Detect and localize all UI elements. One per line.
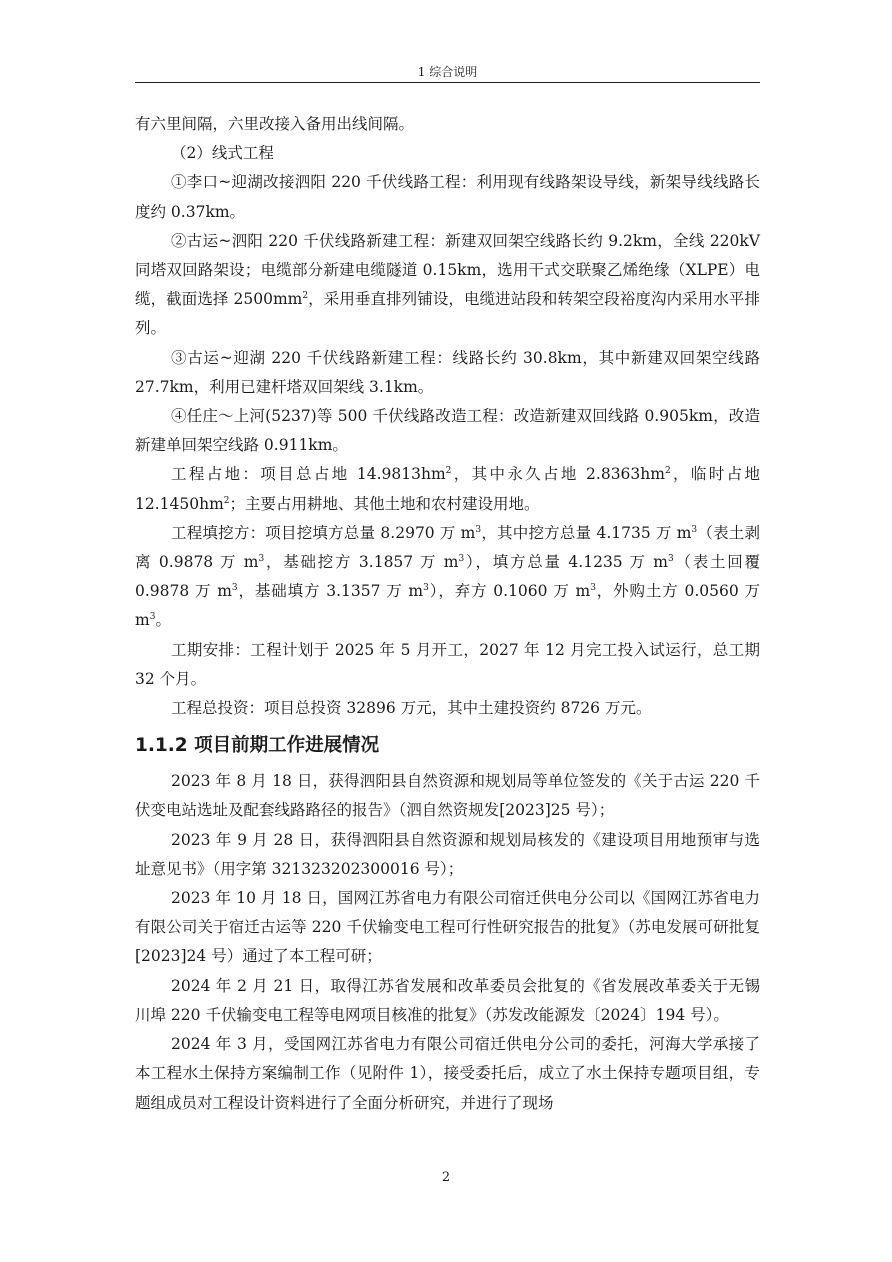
text-run: 有六里间隔，六里改接入备用出线间隔。 — [135, 115, 415, 133]
body-paragraph — [135, 227, 760, 344]
superscript: 3 — [423, 583, 429, 594]
body-paragraph — [135, 694, 760, 723]
text-run: 2023 年 8 月 18 日，获得泗阳县自然资源和规划局等单位签发的《关于古运 220 千伏变电站选址及配套线路路径的报告》（泗自然资规发[2023]25 号）； — [135, 772, 760, 820]
text-run: ，临时占地 12.1450hm — [135, 465, 760, 513]
text-run: ，采用垂直排列铺设，电缆进站段和转架空段裕度沟内采用水平排列。 — [135, 290, 760, 338]
body-paragraph — [135, 884, 760, 972]
body-paragraph — [135, 139, 760, 168]
text-run: （表土回覆 0.9878 万 m — [135, 553, 760, 601]
superscript: 3 — [667, 554, 674, 565]
text-run: 工期安排：工程计划于 2025 年 5 月开工，2027 年 12 月完工投入试运行，总工期 32 个月。 — [135, 640, 760, 688]
superscript: 3 — [231, 583, 238, 594]
page-number: 2 — [441, 1170, 451, 1185]
body-paragraph — [135, 168, 760, 226]
text-run: 工程填挖方：项目挖填方总量 8.2970 万 m — [171, 523, 476, 542]
superscript: 3 — [258, 554, 265, 565]
body-paragraph — [135, 110, 760, 139]
text-run: 2024 年 3 月，受国网江苏省电力有限公司宿迁供电分公司的委托，河海大学承接了本工程水土保持方案编制工作（见附件 1），接受委托后，成立了水土保持专题项目组，专题组成员对工程设计资料进行了全面分析研究，并进行了现场 — [135, 1035, 760, 1112]
text-run: ；主要占用耕地、其他土地和农村建设用地。 — [229, 494, 540, 513]
text-run: ④任庄～上河(5237)等 500 千伏线路改造工程：改造新建双回线路 0.905km，改造新建单回架空线路 0.911km。 — [135, 407, 760, 455]
body-paragraph — [135, 972, 760, 1030]
page-header: 1 综合说明 — [417, 65, 478, 79]
text-run: ），弃方 0.1060 万 m — [428, 582, 591, 601]
text-run: 2023 年 10 月 18 日，国网江苏省电力有限公司宿迁供电分公司以《国网江苏省电力有限公司关于宿迁古运等 220 千伏输变电工程可行性研究报告的批复》（苏电发展可研批复[2023]24 号）通过了本工程可研； — [135, 889, 760, 966]
body-paragraph — [135, 460, 760, 518]
text-run: ，外购土方 0.0560 万 m — [135, 582, 761, 630]
text-run: ③古运~迎湖 220 千伏线路新建工程：线路长约 30.8km，其中新建双回架空线路 27.7km，利用已建杆塔双回架线 3.1km。 — [135, 348, 760, 396]
header-divider — [135, 82, 760, 83]
body-paragraph — [135, 1030, 760, 1118]
body-paragraph — [135, 767, 760, 825]
superscript: 2 — [302, 291, 309, 302]
superscript: 3 — [458, 554, 465, 565]
body-paragraph — [135, 636, 760, 694]
text-run: ，基础填方 3.1357 万 m — [237, 582, 424, 601]
body-paragraph — [135, 519, 760, 636]
text-run: ，其中永久占地 2.8363hm — [451, 465, 665, 484]
superscript: 3 — [149, 612, 156, 623]
superscript: 3 — [475, 524, 482, 535]
superscript: 2 — [223, 495, 230, 506]
section-heading — [135, 731, 760, 761]
text-run: 工程占地：项目总占地 14.9813hm — [171, 465, 446, 484]
text-run: 1.1.2 项目前期工作进展情况 — [135, 735, 380, 757]
superscript: 3 — [590, 583, 596, 594]
text-run: ②古运~泗阳 220 千伏线路新建工程：新建双回架空线路长约 9.2km，全线 220kV 同塔双回路架设；电缆部分新建电缆隧道 0.15km，选用干式交联聚乙烯绝缘（XLPE）电缆，截面选择 2500mm — [135, 231, 760, 309]
body-paragraph — [135, 826, 760, 884]
text-run: ①李口~迎湖改接泗阳 220 千伏线路工程：利用现有线路架设导线，新架导线线路长度约 0.37km。 — [135, 173, 760, 221]
text-run: ），填方总量 4.1235 万 m — [464, 553, 668, 572]
body-paragraph — [135, 402, 760, 460]
superscript: 3 — [691, 524, 698, 535]
text-run: （2）线式工程 — [171, 144, 274, 163]
superscript: 2 — [445, 466, 452, 477]
text-run: 2024 年 2 月 21 日，取得江苏省发展和改革委员会批复的《省发展改革委关于无锡川埠 220 千伏输变电工程等电网项目核准的批复》（苏发改能源发〔2024〕194 号）。 — [135, 976, 760, 1024]
text-run: 工程总投资：项目总投资 32896 万元，其中土建投资约 8726 万元。 — [171, 699, 652, 718]
text-run: （表土剥离 0.9878 万 m — [135, 523, 760, 572]
text-run: ，其中挖方总量 4.1735 万 m — [481, 523, 692, 542]
superscript: 2 — [664, 466, 671, 477]
text-run: 2023 年 9 月 28 日，获得泗阳县自然资源和规划局核发的《建设项目用地预审与选址意见书》（用字第 321323202300016 号）； — [135, 830, 760, 878]
text-run: 。 — [155, 611, 171, 630]
text-run: ，基础挖方 3.1857 万 m — [264, 553, 459, 572]
body-paragraph — [135, 344, 760, 402]
document-body — [135, 110, 760, 1118]
